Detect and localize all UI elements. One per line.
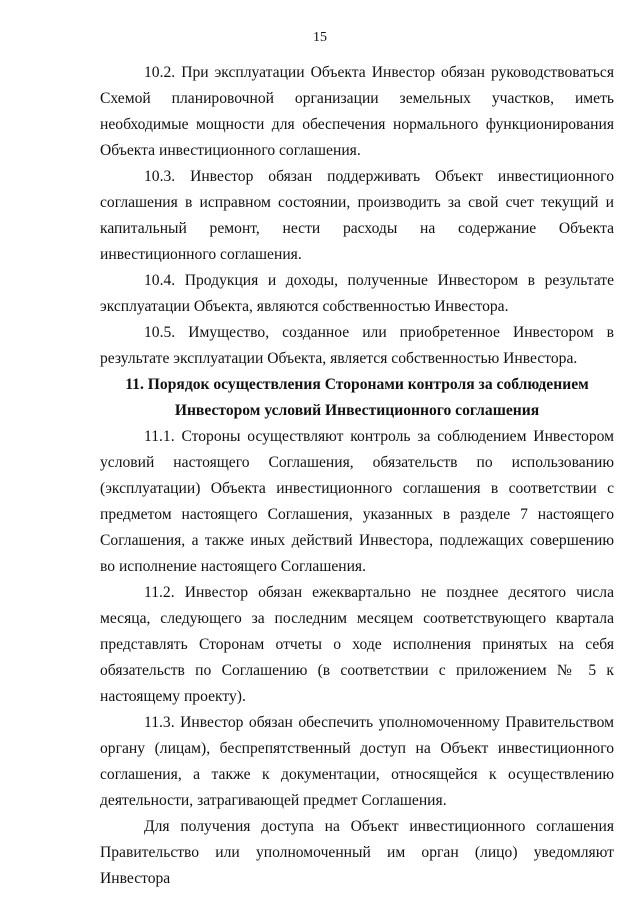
paragraph-11-2: 11.2. Инвестор обязан ежеквартально не позднее десятого числа месяца, следующего за последним месяцем соответствующего квартала представлять Сторонам отчеты о ходе исполнения принятых на себя обязательств по Соглашению (в соответствии с приложением № 5 к настоящему проекту). — [100, 584, 614, 705]
paragraph-10-3: 10.3. Инвестор обязан поддерживать Объект инвестиционного соглашения в исправном состоянии, производить за свой счет текущий и капитальный ремонт, нести расходы на содержание Объекта инвестиционного соглашения. — [100, 168, 614, 263]
paragraph-10-4: 10.4. Продукция и доходы, полученные Инвестором в результате эксплуатации Объекта, являются собственностью Инвестора. — [100, 272, 614, 315]
paragraph-11-3: 11.3. Инвестор обязан обеспечить уполномоченному Правительством органу (лицам), беспрепятственный доступ на Объект инвестиционного соглашения, а также к документации, относящейся к осуществлению деятельности, затрагивающей предмет Соглашения. — [100, 714, 614, 809]
page-number: 15 — [313, 30, 327, 45]
section-heading-line-2: Инвестором условий Инвестиционного соглашения — [174, 402, 540, 419]
document-body — [100, 60, 614, 892]
paragraph-10-2: 10.2. При эксплуатации Объекта Инвестор обязан руководствоваться Схемой планировочной организации земельных участков, иметь необходимые мощности для обеспечения нормального функционирования Объекта инвестиционного соглашения. — [100, 64, 614, 159]
paragraph-11-1: 11.1. Стороны осуществляют контроль за соблюдением Инвестором условий настоящего Соглашения, обязательств по использованию (эксплуатации) Объекта инвестиционного соглашения в соответствии с предметом настоящего Соглашения, указанных в разделе 7 настоящего Соглашения, а также иных действий Инвестора, подлежащих совершению во исполнение настоящего Соглашения. — [100, 428, 614, 575]
paragraph-access: Для получения доступа на Объект инвестиционного соглашения Правительство или уполномоченный им орган (лицо) уведомляют Инвестора — [100, 818, 614, 887]
paragraph-10-5: 10.5. Имущество, созданное или приобретенное Инвестором в результате эксплуатации Объекта, является собственностью Инвестора. — [100, 324, 614, 367]
section-heading-line-1: 11. Порядок осуществления Сторонами контроля за соблюдением — [125, 376, 589, 393]
section-heading-11 — [100, 372, 614, 424]
